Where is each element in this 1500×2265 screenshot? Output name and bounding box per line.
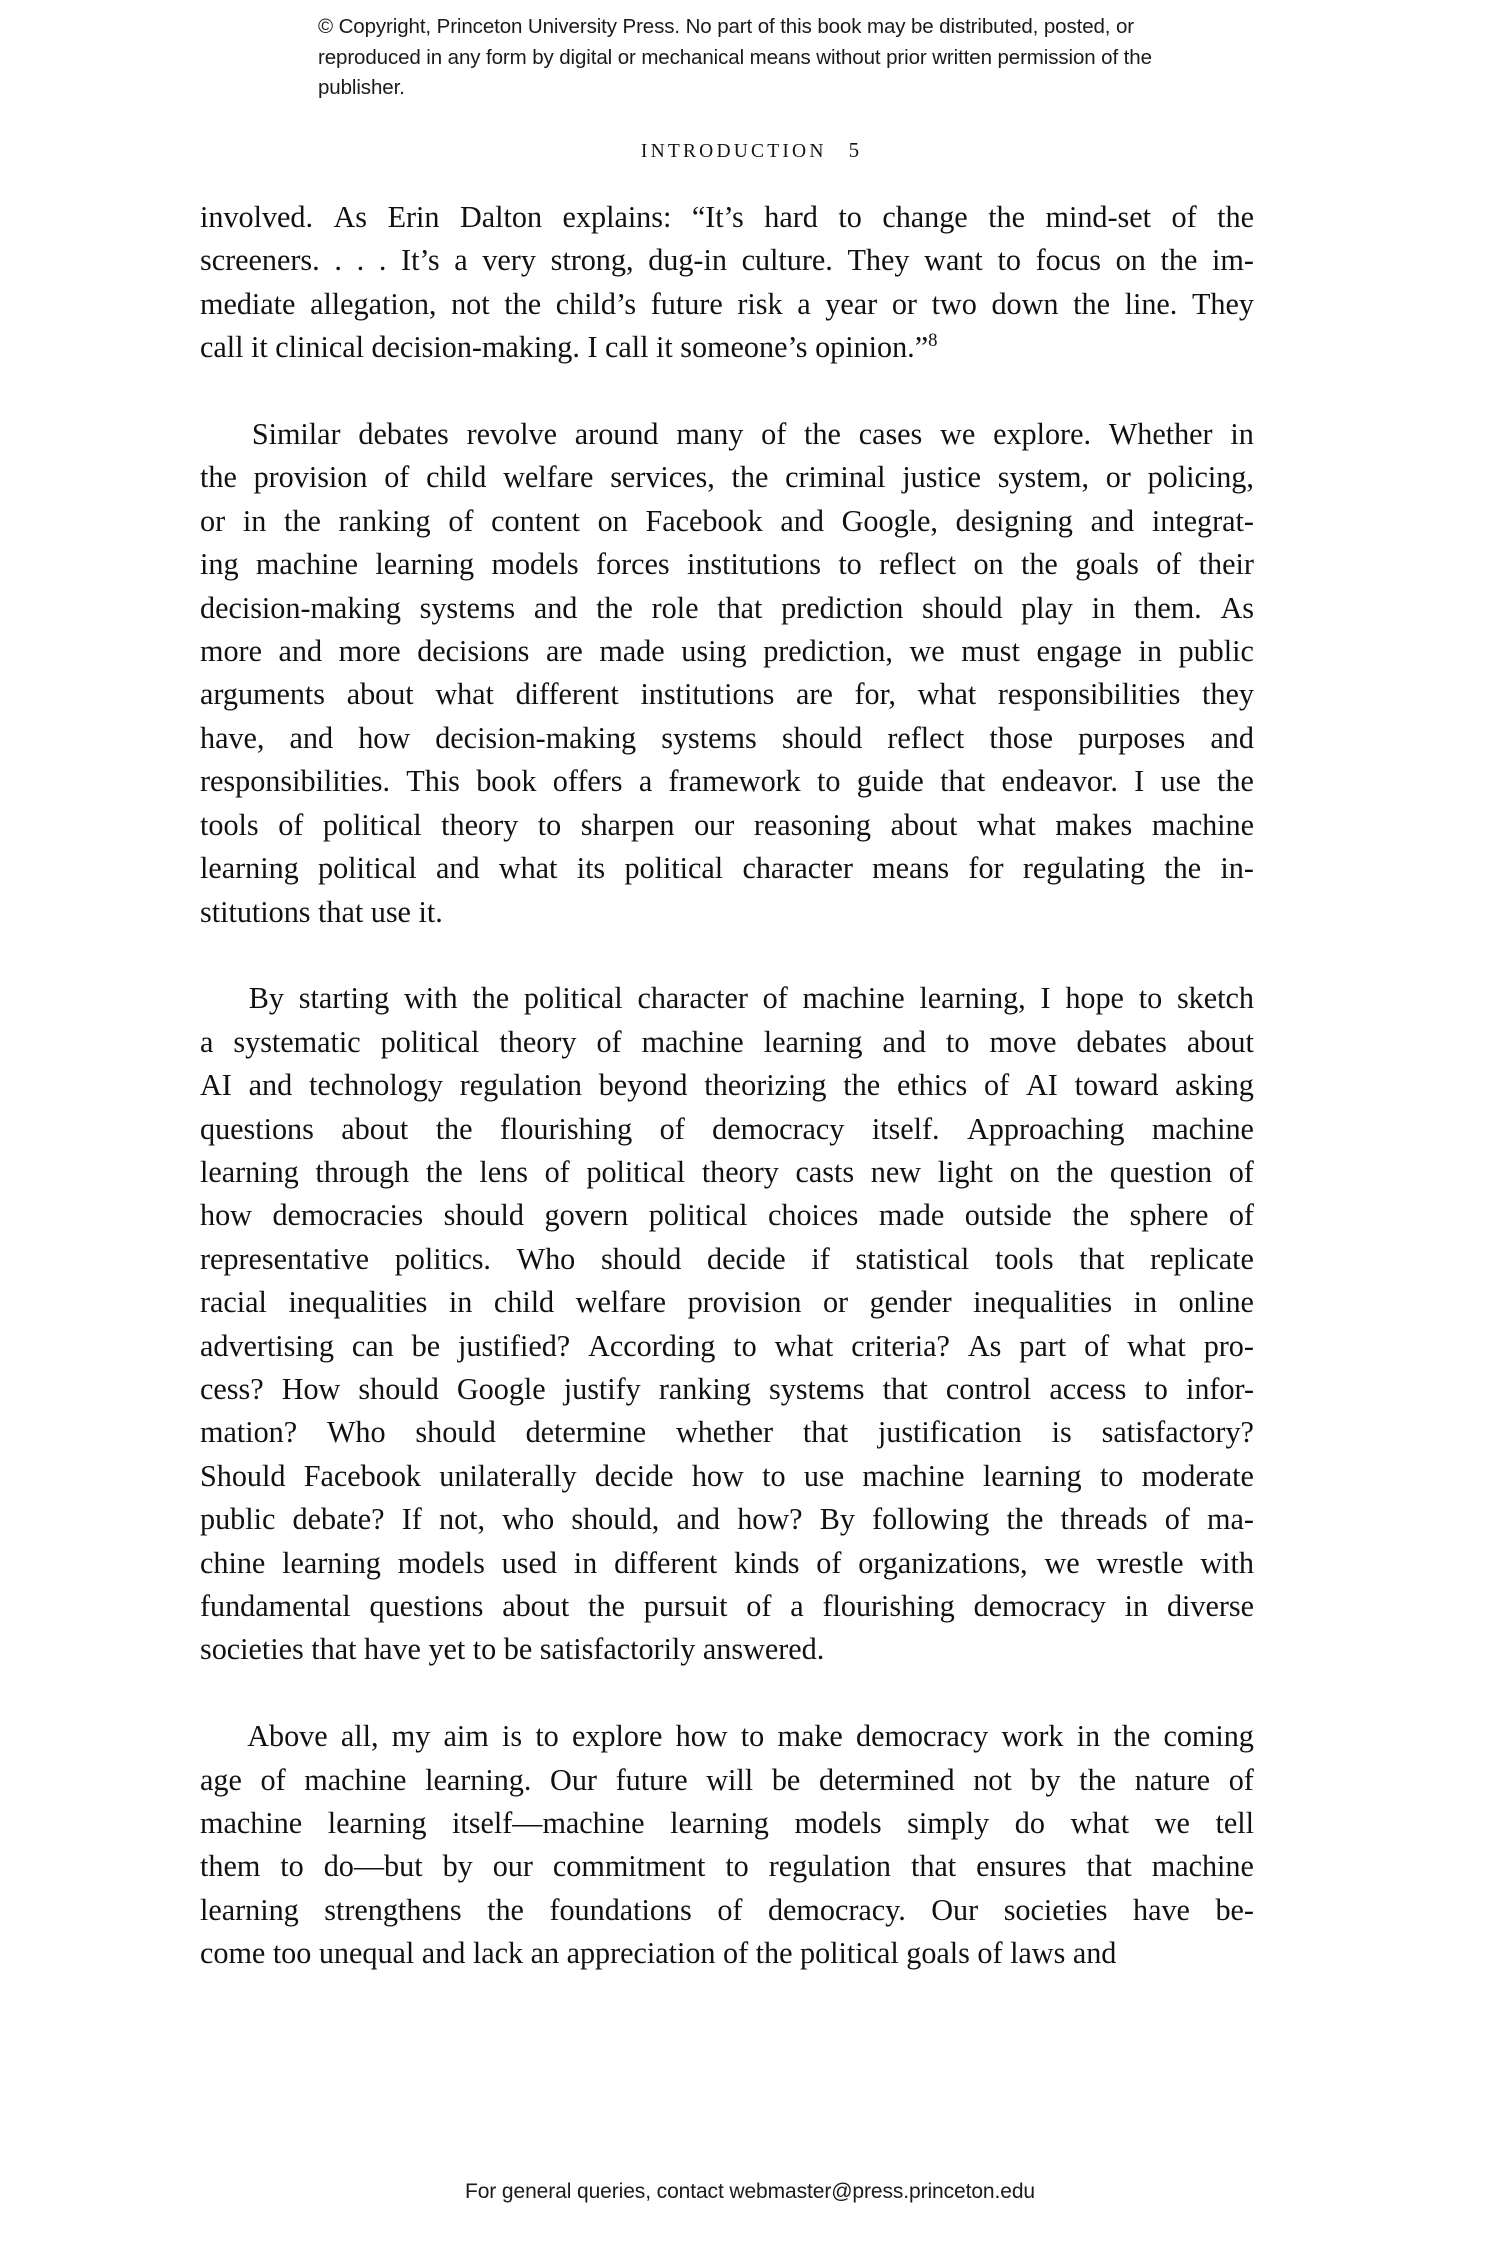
paragraph-indent (200, 413, 234, 456)
text-line: mediate allegation, not the child’s future risk a year or two down the line. They (200, 286, 1254, 321)
paragraph-above-all (200, 1715, 1254, 2019)
text-line: the provision of child welfare services, the criminal justice system, or policing, (200, 460, 1254, 495)
footnote-marker: 8 (928, 330, 938, 352)
text-line: learning through the lens of political theory casts new light on the question of (200, 1154, 1254, 1189)
paragraph-political-character (200, 977, 1254, 1715)
text-line: advertising can be justified? According to what criteria? As part of what pro- (200, 1328, 1254, 1363)
text-line: ing machine learning models forces institutions to reflect on the goals of their (200, 547, 1254, 582)
text-line: responsibilities. This book offers a framework to guide that endeavor. I use the (200, 764, 1254, 799)
text-line: learning strengthens the foundations of democracy. Our societies have be- (200, 1892, 1254, 1927)
text-line: have, and how decision-making systems should reflect those purposes and (200, 720, 1254, 755)
paragraph-dalton-quote (200, 196, 1254, 413)
text-line: questions about the flourishing of democracy itself. Approaching machine (200, 1111, 1254, 1146)
page-number: 5 (848, 138, 860, 162)
text-line: arguments about what different institutions are for, what responsibilities they (200, 677, 1254, 712)
text-line: racial inequalities in child welfare provision or gender inequalities in online (200, 1285, 1254, 1320)
copyright-notice: © Copyright, Princeton University Press. No part of this book may be distributed, posted, or reproduced in any form by digital or mechanical means without prior written permission of the publisher. (318, 15, 1152, 99)
text-line: decision-making systems and the role that prediction should play in them. As (200, 590, 1254, 625)
text-line: cess? How should Google justify ranking systems that control access to infor- (200, 1371, 1254, 1406)
body-text-column (200, 196, 1254, 2019)
text-line: tools of political theory to sharpen our reasoning about what makes machine (200, 807, 1254, 842)
text-line: fundamental questions about the pursuit of a flourishing democracy in diverse (200, 1589, 1254, 1623)
text-line: or in the ranking of content on Facebook and Google, designing and integrat- (200, 503, 1254, 538)
text-line: Above all, my aim is to explore how to make democracy work in the coming (200, 1715, 1254, 1758)
text-line: chine learning models used in different kinds of organizations, we wrestle with (200, 1545, 1254, 1580)
text-line: By starting with the political character of machine learning, I hope to sketch (200, 977, 1254, 1020)
text-line: age of machine learning. Our future will be determined not by the nature of (200, 1762, 1254, 1797)
text-line: AI and technology regulation beyond theorizing the ethics of AI toward asking (200, 1068, 1254, 1103)
text-line: involved. As Erin Dalton explains: “It’s hard to change the mind-set of the (200, 200, 1254, 234)
paragraph-indent (200, 977, 234, 1020)
paragraph-indent (200, 1715, 234, 1758)
text-line: Should Facebook unilaterally decide how to use machine learning to moderate (200, 1458, 1254, 1493)
running-head (0, 138, 1500, 164)
text-line: mation? Who should determine whether that justification is satisfactory? (200, 1415, 1254, 1450)
running-head-chapter-title: INTRODUCTION (640, 141, 827, 162)
text-line: call it clinical decision-making. I call it someone’s opinion.”$^8$ (200, 330, 938, 365)
text-line: more and more decisions are made using prediction, we must engage in public (200, 634, 1254, 669)
text-line: representative politics. Who should decide if statistical tools that replicate (200, 1241, 1254, 1276)
text-line: stitutions that use it. (200, 894, 443, 929)
text-line: learning political and what its political character means for regulating the in- (200, 851, 1254, 886)
text-line: how democracies should govern political choices made outside the sphere of (200, 1198, 1254, 1233)
text-line: public debate? If not, who should, and how? By following the threads of ma- (200, 1502, 1254, 1537)
text-line: Similar debates revolve around many of the cases we explore. Whether in (200, 413, 1254, 456)
text-line: screeners. . . . It’s a very strong, dug-in culture. They want to focus on the im- (200, 243, 1254, 278)
text-line: them to do—but by our commitment to regulation that ensures that machine (200, 1849, 1254, 1884)
text-line: come too unequal and lack an appreciation of the political goals of laws and (200, 1936, 1117, 1971)
text-line: machine learning itself—machine learning models simply do what we tell (200, 1806, 1254, 1841)
text-line: a systematic political theory of machine learning and to move debates about (200, 1024, 1254, 1059)
text-line: societies that have yet to be satisfactorily answered. (200, 1632, 825, 1667)
paragraph-similar-debates (200, 413, 1254, 977)
footer-contact-line: For general queries, contact webmaster@press.princeton.edu (465, 2180, 1035, 2203)
